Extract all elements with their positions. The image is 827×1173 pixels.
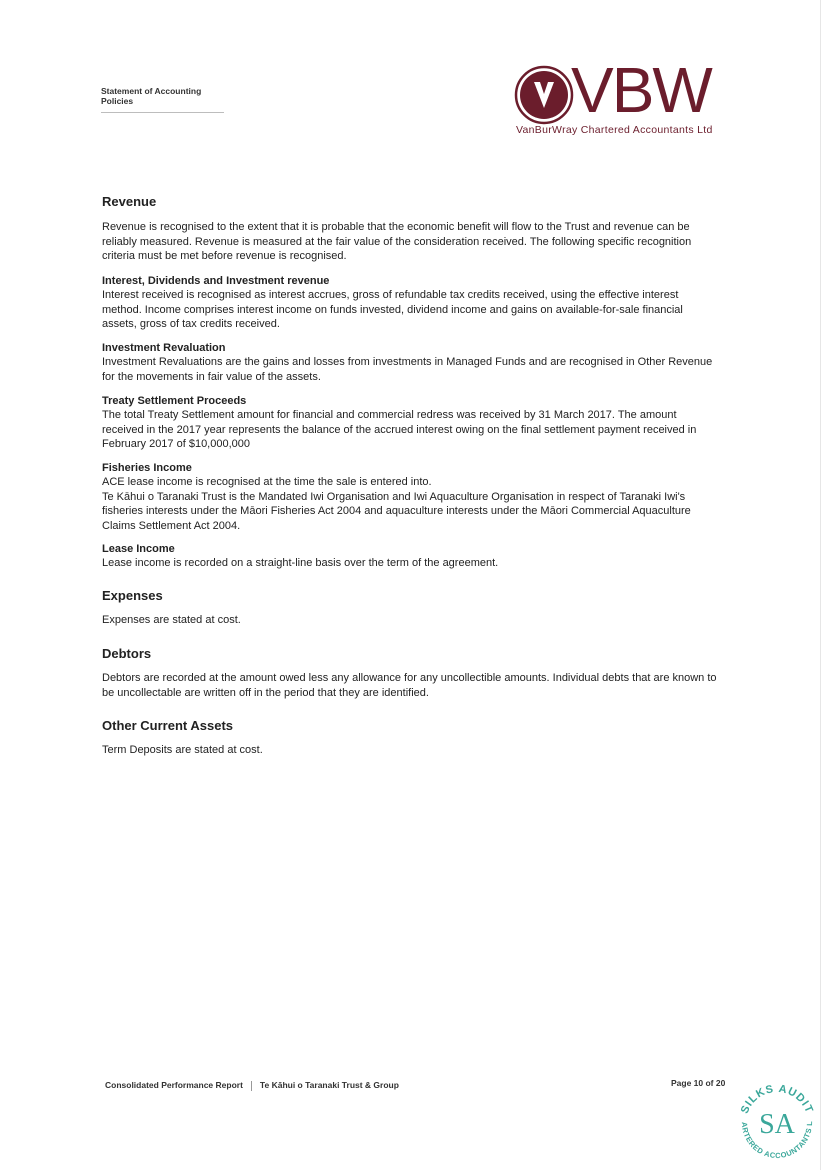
subsection-heading: Lease Income (102, 543, 175, 555)
section-expenses (102, 588, 718, 628)
subsection-heading: Treaty Settlement Proceeds (102, 395, 247, 407)
section-treaty (102, 394, 718, 452)
section-revenue (102, 194, 718, 264)
section-heading: Debtors (102, 646, 152, 661)
footer-report-name: Consolidated Performance Report (105, 1080, 243, 1090)
page-edge-line (820, 0, 821, 1170)
section-debtors (102, 646, 718, 700)
section-heading: Revenue (102, 194, 157, 209)
section-heading: Expenses (102, 588, 163, 603)
audit-stamp (732, 1078, 822, 1168)
page-footer (105, 1080, 399, 1091)
logo-letters: VBW (571, 54, 711, 126)
footer-entity-name: Te Kāhui o Taranaki Trust & Group (259, 1080, 399, 1090)
subsection-text: The total Treaty Settlement amount for financial and commercial redress was received by 31 March 2017. The amount received in the 2017 year represents the balance of the accrued interest owing on the final settlement payment received in February 2017 of $10,000,000 (102, 409, 697, 450)
subsection-heading: Fisheries Income (102, 462, 192, 474)
section-lease (102, 542, 718, 571)
section-text: Debtors are recorded at the amount owed less any allowance for any uncollectible amounts. Individual debts that are known to be uncollectable are written off in the period that they are identified. (102, 672, 717, 699)
subsection-text: Te Kāhui o Taranaki Trust is the Mandated Iwi Organisation and Iwi Aquaculture Organisation in respect of Taranaki Iwi's fisheries interests under the Māori Fisheries Act 2004 and aquaculture interests under the Māori Commercial Aquaculture Claims Settlement Act 2004. (102, 490, 691, 532)
section-heading: Other Current Assets (102, 718, 233, 733)
section-other-current-assets (102, 718, 718, 758)
subsection-text: Interest received is recognised as interest accrues, gross of refundable tax credits received, using the effective interest method. Income comprises interest income on funds invested, dividend income and gains on available-for-sale financial assets, gross of tax credits received. (102, 289, 683, 330)
page-number: Page 10 of 20 (671, 1078, 726, 1088)
subsection-heading: Investment Revaluation (102, 342, 226, 354)
subsection-text: Investment Revaluations are the gains and losses from investments in Managed Funds and are recognised in Other Revenue for the movements in fair value of the assets. (102, 356, 713, 383)
subsection-text: Lease income is recorded on a straight-line basis over the term of the agreement. (102, 557, 499, 569)
audit-stamp-seal-icon (732, 1078, 822, 1168)
section-investment-revaluation (102, 341, 718, 384)
stamp-top-text: SILKS AUDIT (738, 1082, 816, 1116)
stamp-initials: SA (759, 1109, 795, 1140)
section-text: Revenue is recognised to the extent that it is probable that the economic benefit will flow to the Trust and revenue can be reliably measured. Revenue is measured at the fair value of the consideration received. The following specific recognition criteria must be met before revenue is recognised. (102, 221, 692, 262)
section-text: Term Deposits are stated at cost. (102, 744, 263, 756)
subsection-text: ACE lease income is recognised at the time the sale is entered into. (102, 476, 432, 488)
logo-tagline: VanBurWray Chartered Accountants Ltd (516, 124, 713, 136)
section-fisheries (102, 461, 718, 533)
stamp-bottom-text: ARTERED ACCOUNTANTS L (739, 1121, 815, 1161)
vbw-logo (513, 54, 723, 144)
footer-separator (251, 1081, 252, 1091)
section-text: Expenses are stated at cost. (102, 614, 241, 626)
subsection-heading: Interest, Dividends and Investment revenue (102, 275, 330, 287)
section-interest (102, 274, 718, 332)
page-header-title: Statement of Accounting Policies (101, 86, 224, 113)
logo-emblem-icon (513, 64, 575, 126)
